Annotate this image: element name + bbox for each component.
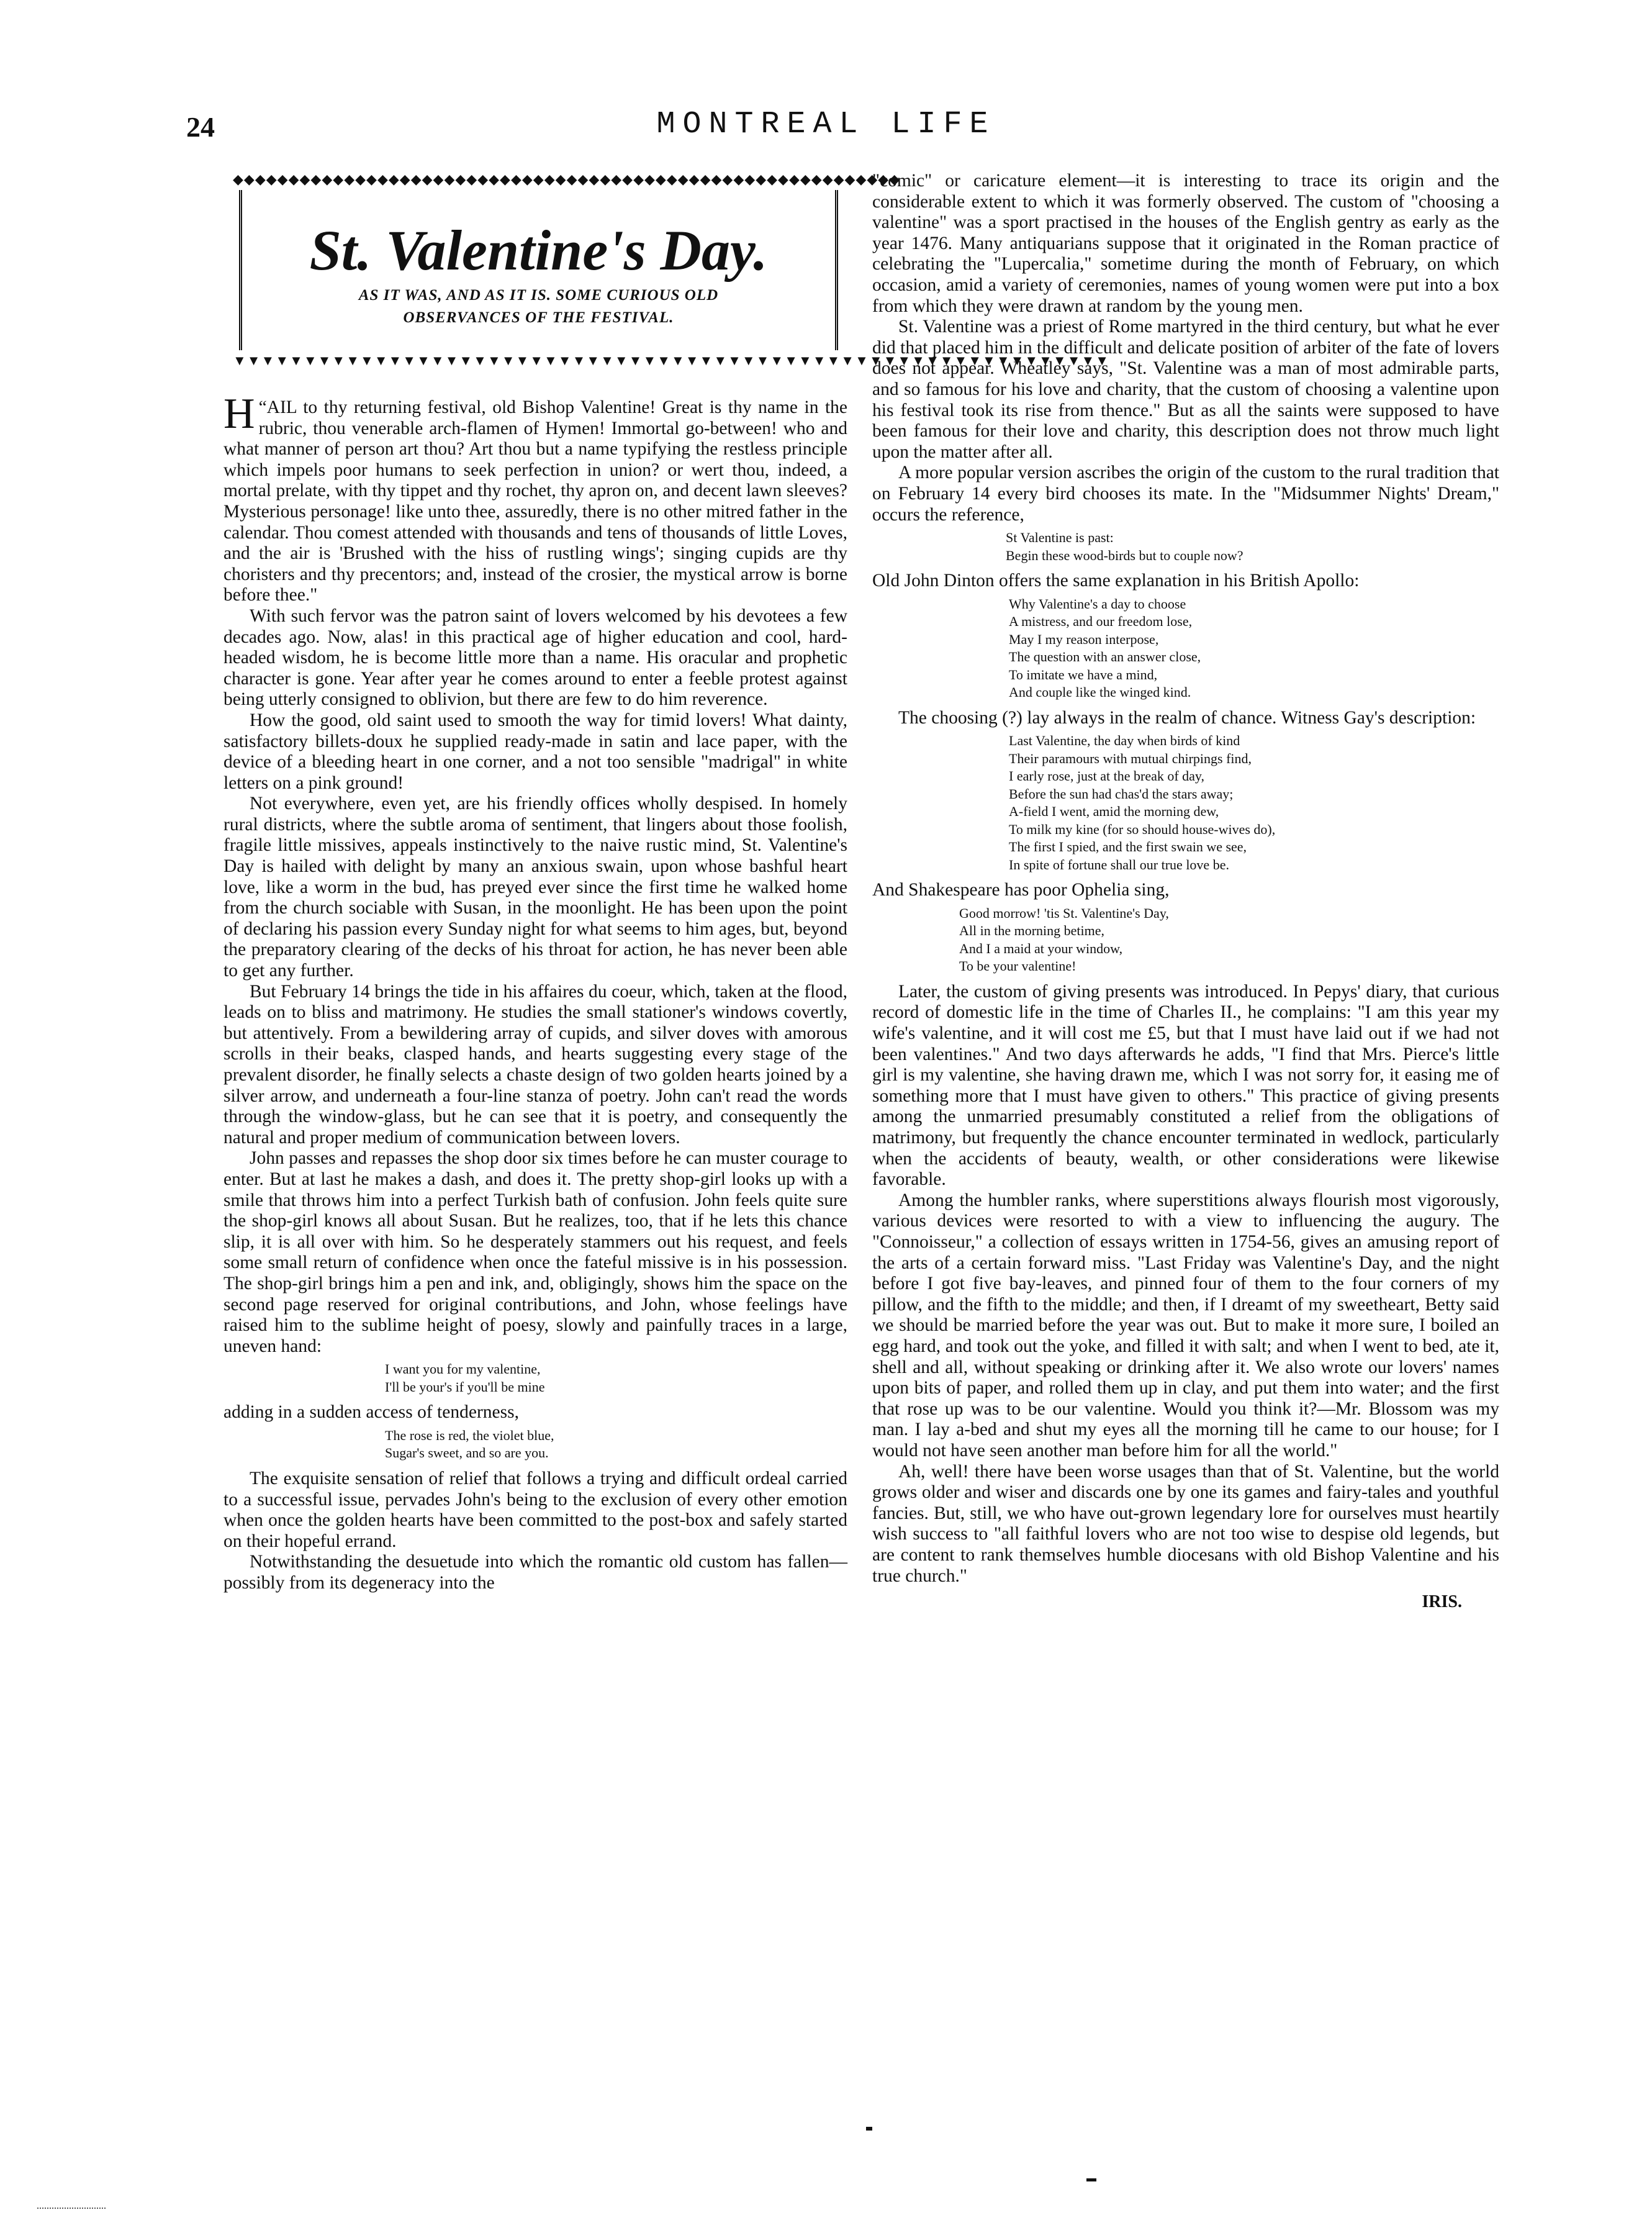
verse-line: To milk my kine (for so should house-wives do), [1009, 821, 1276, 837]
verse-line: Good morrow! 'tis St. Valentine's Day, [959, 905, 1169, 921]
verse-line: Sugar's sweet, and so are you. [385, 1445, 549, 1461]
paragraph: Among the humbler ranks, where superstitions always flourish most vigorously, various devices were resorted to with a view to influencing the augury. The "Connoisseur," a collection of essays written in 1754-56, gives an amusing report of the arts of a certain forward miss. "Last Friday was Valentine's Day, and the night before I got five bay-leaves, and pinned four of them to the four corners of my pillow, and the fifth to the middle; and then, if I dreamt of my sweetheart, Betty said we should be married before the year was out. But to make it more sure, I boiled an egg hard, and took out the yoke, and filled it with salt; and when I went to bed, ate it, shell and all, without speaking or drinking after it. We also wrote our lovers' names upon bits of paper, and rolled them up in clay, and put them into water; and the first that rose up was to be our valentine. Would you think it?—Mr. Blossom was my man. I lay a-bed and shut my eyes all the morning till he came to our house; for I would not have seen another man before him for all the world." [872, 1190, 1499, 1461]
paragraph: But February 14 brings the tide in his affaires du coeur, which, taken at the flood, leads on to bliss and matrimony. He studies the small stationer's windows covertly, but attentively. From a bewildering array of cupids, and silver doves with amorous scrolls in their beaks, clasped hands, and hearts suggesting every stage of the prevalent disorder, he finally selects a chaste design of two golden hearts joined by a silver arrow, and underneath a four-line stanza of poetry. John can't read the words through the window-glass, but he can see that it is poetry, and consequently the natural and proper medium of communication between lovers. [223, 981, 847, 1148]
paragraph: John passes and repasses the shop door six times before he can muster courage to enter. But at last he makes a dash, and does it. The pretty shop-girl looks up with a smile that throws him into a perfect Turkish bath of confusion. John feels quite sure the shop-girl knows all about Susan. But he realizes, too, that if he lets this chance slip, it is all over with him. So he desperately stammers out his request, and feels some small return of confidence when once the fateful missive is in his possession. The shop-girl brings him a pen and ink, and, obligingly, shows him the space on the second page reserved for original contributions, and John, whose feelings have raised him to the sublime height of poesy, slowly and painfully traces in a large, uneven hand: [223, 1148, 847, 1356]
verse-line: A mistress, and our freedom lose, [1009, 614, 1193, 630]
verse-line: The question with an answer close, [1009, 649, 1201, 665]
verse-line: Their paramours with mutual chirpings find, [1009, 750, 1252, 766]
verse-line: The first I spied, and the first swain we see, [1009, 839, 1247, 855]
verse-block [223, 1361, 847, 1396]
left-column [223, 390, 847, 1593]
paragraph: Old John Dinton offers the same explanation in his British Apollo: [872, 571, 1360, 591]
right-column [872, 171, 1499, 1613]
ornament-border-bottom: ▼▼▼▼▼▼▼▼▼▼▼▼▼▼▼▼▼▼▼▼▼▼▼▼▼▼▼▼▼▼▼▼▼▼▼▼▼▼▼▼▼▼▼▼▼▼▼▼▼▼▼▼▼▼▼▼▼▼▼▼▼▼ [233, 353, 1110, 368]
paragraph: Notwithstanding the desuetude into which the romantic old custom has fallen—possibly from its degeneracy into the [223, 1552, 847, 1593]
verse-line: Begin these wood-birds but to couple now? [1006, 547, 1244, 563]
running-title: MONTREAL LIFE [656, 107, 996, 142]
verse-line: St Valentine is past: [1006, 530, 1114, 546]
verse-line: I early rose, just at the break of day, [1009, 768, 1205, 784]
verse-line: To imitate we have a mind, [1009, 666, 1158, 682]
verse-line: Why Valentine's a day to choose [1009, 596, 1186, 612]
paragraph: adding in a sudden access of tenderness, [223, 1402, 519, 1423]
verse-line: And I a maid at your window, [959, 940, 1123, 956]
paragraph: A more popular version ascribes the origin of the custom to the rural tradition that on February 14 every bird chooses its mate. In the "Midsummer Nights' Dream," occurs the reference, [872, 463, 1499, 525]
paragraph: Not everywhere, even yet, are his friendly offices wholly despised. In homely rural districts, where the subtle aroma of sentiment, that lingers about those foolish, fragile little missives, appeals instinctively to the naive rustic mind, St. Valentine's Day is hailed with delight by many an anxious swain, upon whose bashful heart love, like a worm in the bud, has preyed ever since the first time he walked home from the church sociable with Susan, in the moonlight. He has been upon the point of declaring his passion every Sunday night for what seems to him ages, but, beyond the preparatory clearing of the decks of his throat for action, he has never been able to get any further. [223, 794, 847, 981]
article-title: St. Valentine's Day. [309, 219, 768, 282]
paragraph: The exquisite sensation of relief that follows a trying and difficult ordeal carried to a successful issue, pervades John's being to the exclusion of every other emotion when once the golden hearts have been committed to the post-box and safely started on their hopeful errand. [223, 1468, 847, 1551]
verse-line: To be your valentine! [959, 958, 1077, 974]
scan-artifact [37, 2208, 106, 2211]
paragraph-text: AIL to thy returning festival, old Bishop Valentine! Great is thy name in the rubric, thou venerable arch-flamen of Hymen! Immortal go-between! who and what manner of person art thou? Art thou but a name typifying the restless principle which impels poor humans to seek perfection in union? or wert thou, indeed, a mortal prelate, with thy tippet and thy rochet, thy apron on, and decent lawn sleeves? Mysterious personage! like unto thee, assuredly, there is no other mitred father in the calendar. Thou comest attended with thousands and tens of thousands of little Loves, and the air is 'Brushed with the hiss of rustling wings'; singing cupids are thy choristers and thy precentors; and, instead of the crosier, the mystical arrow is borne before thee." [223, 397, 847, 605]
article-subtitle: AS IT WAS, AND AS IT IS. SOME CURIOUS OLD OBSERVANCES OF THE FESTIVAL. [358, 287, 719, 326]
printer-mark [1086, 2178, 1096, 2181]
verse-line: And couple like the winged kind. [1009, 684, 1191, 700]
verse-block [872, 732, 1499, 874]
paragraph: Ah, well! there have been worse usages than that of St. Valentine, but the world grows older and wiser and discards one by one its games and fairy-tales and youthful fancies. But, still, we who have out-grown legendary lore for ourselves must heartily wish success to "all faithful lovers who are not too wise to despise old legends, but are content to rank themselves humble diocesans with old Bishop Valentine and his true church." [872, 1461, 1499, 1586]
paragraph: St. Valentine was a priest of Rome martyred in the third century, but what he ever did that placed him in the difficult and delicate position of arbiter of the fate of lovers does not appear. Wheatley says, "St. Valentine was a man of most admirable parts, and so famous for his love and charity, that the custom of choosing a valentine upon his festival took its rise from thence." But as all the saints were supposed to have been famous for their love and charity, this description does not throw much light upon the matter after all. [872, 317, 1499, 462]
verse-line: The rose is red, the violet blue, [385, 1427, 554, 1443]
paragraph: How the good, old saint used to smooth the way for timid lovers! What dainty, satisfactory billets-doux he supplied ready-made in satin and lace paper, with the device of a bleeding heart in one corner, and a not too sensible "madrigal" in white letters on a pink ground! [223, 710, 847, 793]
verse-block [872, 596, 1499, 702]
author-signature: IRIS. [1422, 1592, 1462, 1612]
verse-line: Last Valentine, the day when birds of kind [1009, 733, 1240, 749]
opening-paragraph [223, 390, 847, 606]
title-box [233, 171, 1110, 368]
paragraph: Later, the custom of giving presents was introduced. In Pepys' diary, that curious record of domestic life in the time of Charles II., he complains: "I am this year my wife's valentine, and it will cost me £5, but that I must have laid out if we had not been valentines." And two days afterwards he adds, "I find that Mrs. Pierce's little girl is my valentine, she having drawn me, which I was not sorry for, it easing me of something more that I must have given to others." This practice of giving presents among the unmarried presumably constituted a relief from the obligations of matrimony, but frequently the chance encounter terminated in wedlock, particularly when the accidents of beauty, wealth, or other considerations were likewise favorable. [872, 981, 1499, 1190]
paragraph: "comic" or caricature element—it is interesting to trace its origin and the considerable extent to which it was formerly observed. The custom of "choosing a valentine" was a sport practised in the houses of the English gentry as early as the year 1476. Many antiquarians suppose that it originated in the Roman practice of celebrating the "Lupercalia," sometime during the month of February, on which occasion, amid a variety of ceremonies, names of young women were put into a box from which they were drawn at random by the young men. [872, 171, 1499, 316]
paragraph: With such fervor was the patron saint of lovers welcomed by his devotees a few decades ago. Now, alas! in this practical age of higher education and cool, hard-headed wisdom, he is become little more than a name. His oracular and prophetic character is gone. Year after year he comes around to enter a feeble protest against being utterly consigned to oblivion, but there are few to do him reverence. [223, 605, 847, 710]
ornament-border-top: ◆◆◆◆◆◆◆◆◆◆◆◆◆◆◆◆◆◆◆◆◆◆◆◆◆◆◆◆◆◆◆◆◆◆◆◆◆◆◆◆◆◆◆◆◆◆◆◆◆◆◆◆◆◆◆◆◆◆◆◆ [233, 171, 901, 187]
verse-block [872, 905, 1499, 976]
verse-line: May I my reason interpose, [1009, 631, 1159, 647]
verse-line: All in the morning betime, [959, 923, 1105, 939]
opening-quote-mark: “ [258, 397, 267, 417]
verse-block [223, 1427, 847, 1462]
paragraph: The choosing (?) lay always in the realm of chance. Witness Gay's description: [898, 707, 1476, 728]
verse-line: I want you for my valentine, [385, 1361, 541, 1377]
verse-line: A-field I went, amid the morning dew, [1009, 804, 1219, 820]
printer-mark [866, 2127, 872, 2131]
drop-cap: H [223, 390, 255, 438]
verse-line: Before the sun had chas'd the stars away; [1009, 786, 1234, 802]
page-number: 24 [186, 111, 215, 143]
verse-block [872, 529, 1499, 564]
verse-line: In spite of fortune shall our true love be. [1009, 856, 1229, 872]
verse-line: I'll be your's if you'll be mine [385, 1379, 545, 1395]
paragraph: And Shakespeare has poor Ophelia sing, [872, 880, 1170, 900]
